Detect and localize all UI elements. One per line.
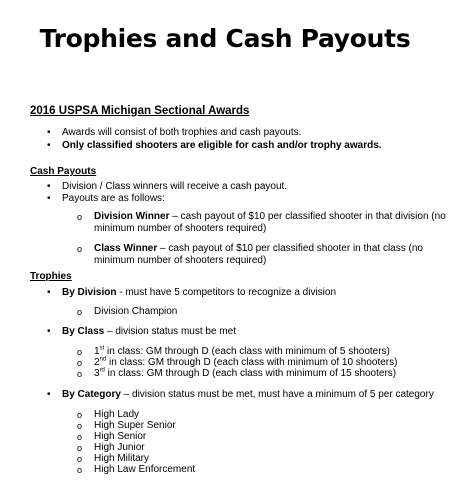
cash-bullet: Payouts are as follows: — [62, 193, 165, 204]
section-heading: 2016 USPSA Michigan Sectional Awards — [30, 105, 250, 117]
division-winner-text: – cash payout of $10 per classified shooter in that division (no — [169, 211, 446, 222]
place-suffix: st — [99, 345, 105, 352]
sub-bullet-glyph: o — [77, 358, 83, 368]
place-text: in class: GM through D (each class with minimum of 5 shooters) — [104, 346, 390, 357]
by-division-label: By Division — [62, 287, 117, 298]
class-winner-text: – cash payout of $10 per classified shooter in that class (no — [157, 243, 423, 254]
place-number: 2 — [94, 357, 100, 368]
place-number: 1 — [94, 346, 100, 357]
category-item: High Senior — [94, 431, 147, 442]
division-winner-line2: minimum number of shooters required) — [94, 223, 267, 234]
sub-bullet-glyph: o — [77, 465, 83, 475]
sub-bullet-glyph: o — [77, 369, 83, 379]
class-winner-label: Class Winner — [94, 243, 158, 254]
sub-bullet-glyph: o — [77, 410, 83, 420]
trophies-heading: Trophies — [30, 271, 72, 282]
intro-bullet: Awards will consist of both trophies and cash payouts. — [62, 127, 302, 138]
class-winner-line2: minimum number of shooters required) — [94, 255, 267, 266]
by-class-label: By Class — [62, 326, 105, 337]
bullet-glyph: • — [47, 389, 51, 400]
by-category-text: – division status must be met, must have a minimum of 5 per category — [120, 389, 434, 400]
sub-bullet-glyph: o — [77, 307, 83, 317]
bullet-glyph: • — [47, 140, 51, 151]
division-winner-label: Division Winner — [94, 211, 170, 222]
division-champion-item: Division Champion — [94, 306, 178, 317]
bullet-glyph: • — [47, 181, 51, 192]
by-class-line — [62, 326, 236, 338]
bullet-glyph: • — [47, 326, 51, 337]
by-category-line — [62, 389, 434, 401]
sub-bullet-glyph: o — [77, 432, 83, 442]
intro-bullet: Only classified shooters are eligible for cash and/or trophy awards. — [62, 140, 382, 151]
category-item: High Law Enforcement — [94, 464, 196, 475]
bullet-glyph: • — [47, 127, 51, 138]
place-suffix: nd — [99, 356, 107, 363]
cash-payouts-heading: Cash Payouts — [30, 166, 97, 177]
category-item: High Junior — [94, 442, 145, 453]
place-suffix: rd — [99, 367, 105, 374]
sub-bullet-glyph: o — [77, 421, 83, 431]
sub-bullet-glyph: o — [77, 347, 83, 357]
by-division-line — [62, 287, 336, 299]
cash-bullet: Division / Class winners will receive a cash payout. — [62, 181, 288, 192]
by-division-text: - must have 5 competitors to recognize a division — [116, 287, 337, 298]
bullet-glyph: • — [47, 193, 51, 204]
class-place-item — [94, 368, 396, 380]
by-class-text: – division status must be met — [104, 326, 236, 337]
category-item: High Military — [94, 453, 150, 464]
sub-bullet-glyph: o — [77, 454, 83, 464]
place-text: in class: GM through D (each class with minimum of 10 shooters) — [106, 357, 398, 368]
category-item: High Lady — [94, 409, 140, 420]
class-winner-line1 — [94, 243, 423, 255]
category-item: High Super Senior — [94, 420, 176, 431]
bullet-glyph: • — [47, 287, 51, 298]
place-number: 3 — [94, 368, 100, 379]
sub-bullet-glyph: o — [77, 212, 83, 222]
sub-bullet-glyph: o — [77, 244, 83, 254]
sub-bullet-glyph: o — [77, 443, 83, 453]
page-title: Trophies and Cash Payouts — [39, 24, 411, 53]
division-winner-line1 — [94, 211, 446, 223]
place-text: in class: GM through D (each class with minimum of 15 shooters) — [104, 368, 397, 379]
by-category-label: By Category — [62, 389, 121, 400]
